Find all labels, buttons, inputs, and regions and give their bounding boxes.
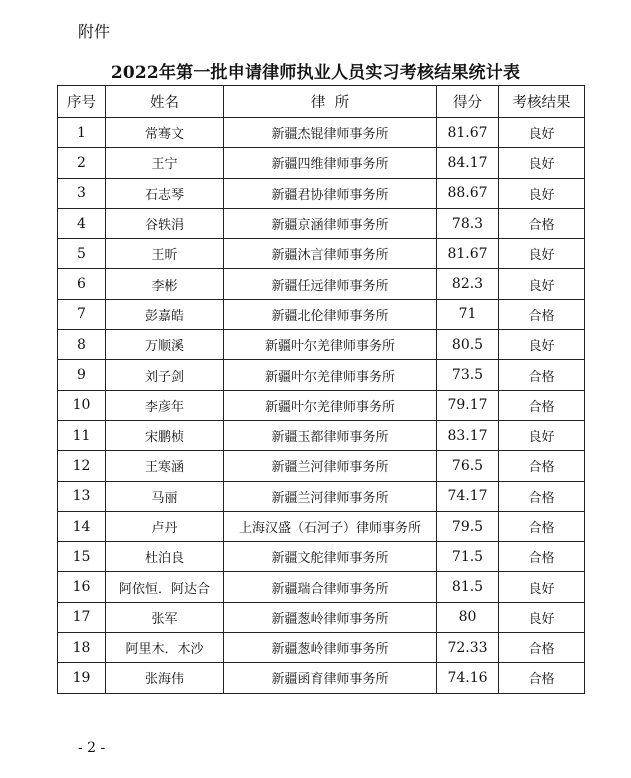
table-body — [58, 118, 585, 694]
cell-seq: 19 — [58, 663, 106, 693]
table-row — [58, 239, 585, 269]
cell-firm: 新疆京涵律师事务所 — [224, 208, 437, 238]
cell-result: 合格 — [499, 633, 585, 663]
header-score: 得分 — [437, 86, 499, 118]
cell-result: 合格 — [499, 360, 585, 390]
cell-score: 83.17 — [437, 420, 499, 450]
table-row — [58, 633, 585, 663]
cell-name: 王宁 — [106, 148, 224, 178]
table-row — [58, 542, 585, 572]
cell-firm: 新疆玉都律师事务所 — [224, 420, 437, 450]
table-row — [58, 148, 585, 178]
cell-firm: 上海汉盛（石河子）律师事务所 — [224, 511, 437, 541]
cell-firm: 新疆函育律师事务所 — [224, 663, 437, 693]
cell-firm: 新疆兰河律师事务所 — [224, 451, 437, 481]
cell-seq: 10 — [58, 390, 106, 420]
cell-score: 84.17 — [437, 148, 499, 178]
header-seq: 序号 — [58, 86, 106, 118]
cell-firm: 新疆兰河律师事务所 — [224, 481, 437, 511]
table-row — [58, 572, 585, 602]
cell-result: 良好 — [499, 420, 585, 450]
table-row — [58, 663, 585, 693]
cell-seq: 3 — [58, 178, 106, 208]
cell-name: 谷轶涓 — [106, 208, 224, 238]
cell-firm: 新疆叶尔羌律师事务所 — [224, 360, 437, 390]
cell-firm: 新疆任远律师事务所 — [224, 269, 437, 299]
cell-result: 良好 — [499, 269, 585, 299]
cell-seq: 7 — [58, 299, 106, 329]
cell-seq: 13 — [58, 481, 106, 511]
cell-result: 合格 — [499, 542, 585, 572]
cell-score: 74.16 — [437, 663, 499, 693]
cell-name: 张海伟 — [106, 663, 224, 693]
cell-seq: 15 — [58, 542, 106, 572]
cell-name: 刘子剑 — [106, 360, 224, 390]
cell-result: 良好 — [499, 178, 585, 208]
attachment-label: 附件 — [78, 22, 111, 41]
header-result: 考核结果 — [499, 86, 585, 118]
table-row — [58, 269, 585, 299]
cell-name: 王寒涵 — [106, 451, 224, 481]
cell-name: 李彬 — [106, 269, 224, 299]
cell-name: 卢丹 — [106, 511, 224, 541]
cell-name: 杜泊良 — [106, 542, 224, 572]
cell-name: 李彦年 — [106, 390, 224, 420]
cell-firm: 新疆君协律师事务所 — [224, 178, 437, 208]
cell-seq: 18 — [58, 633, 106, 663]
cell-score: 73.5 — [437, 360, 499, 390]
cell-name: 石志琴 — [106, 178, 224, 208]
cell-score: 82.3 — [437, 269, 499, 299]
results-table — [57, 85, 585, 694]
cell-name: 彭嘉皓 — [106, 299, 224, 329]
cell-name: 万顺溪 — [106, 330, 224, 360]
cell-firm: 新疆叶尔羌律师事务所 — [224, 390, 437, 420]
table-header-row — [58, 86, 585, 118]
cell-firm: 新疆葱岭律师事务所 — [224, 602, 437, 632]
cell-result: 良好 — [499, 148, 585, 178]
cell-seq: 8 — [58, 330, 106, 360]
table-row — [58, 360, 585, 390]
cell-name: 马丽 — [106, 481, 224, 511]
cell-seq: 17 — [58, 602, 106, 632]
cell-firm: 新疆叶尔羌律师事务所 — [224, 330, 437, 360]
cell-score: 74.17 — [437, 481, 499, 511]
cell-firm: 新疆文舵律师事务所 — [224, 542, 437, 572]
cell-seq: 12 — [58, 451, 106, 481]
cell-seq: 14 — [58, 511, 106, 541]
cell-result: 良好 — [499, 239, 585, 269]
cell-score: 80.5 — [437, 330, 499, 360]
cell-seq: 11 — [58, 420, 106, 450]
cell-score: 78.3 — [437, 208, 499, 238]
cell-score: 81.67 — [437, 239, 499, 269]
cell-seq: 16 — [58, 572, 106, 602]
cell-seq: 5 — [58, 239, 106, 269]
cell-score: 79.17 — [437, 390, 499, 420]
table-row — [58, 420, 585, 450]
cell-name: 张军 — [106, 602, 224, 632]
cell-seq: 9 — [58, 360, 106, 390]
cell-seq: 2 — [58, 148, 106, 178]
cell-result: 合格 — [499, 451, 585, 481]
table-row — [58, 481, 585, 511]
table-row — [58, 208, 585, 238]
cell-name: 阿依恒．阿达合 — [106, 572, 224, 602]
cell-name: 阿里木．木沙 — [106, 633, 224, 663]
cell-score: 76.5 — [437, 451, 499, 481]
cell-seq: 6 — [58, 269, 106, 299]
cell-firm: 新疆北伦律师事务所 — [224, 299, 437, 329]
header-firm: 律 所 — [224, 86, 437, 118]
document-title: 2022年第一批申请律师执业人员实习考核结果统计表 — [110, 63, 521, 83]
cell-score: 81.5 — [437, 572, 499, 602]
cell-score: 72.33 — [437, 633, 499, 663]
cell-seq: 4 — [58, 208, 106, 238]
cell-result: 合格 — [499, 390, 585, 420]
cell-result: 合格 — [499, 663, 585, 693]
cell-firm: 新疆杰锟律师事务所 — [224, 118, 437, 148]
cell-score: 81.67 — [437, 118, 499, 148]
cell-firm: 新疆瑞合律师事务所 — [224, 572, 437, 602]
cell-score: 71 — [437, 299, 499, 329]
table-row — [58, 178, 585, 208]
cell-score: 88.67 — [437, 178, 499, 208]
cell-result: 合格 — [499, 481, 585, 511]
cell-score: 80 — [437, 602, 499, 632]
cell-score: 71.5 — [437, 542, 499, 572]
table-row — [58, 511, 585, 541]
table-row — [58, 451, 585, 481]
cell-firm: 新疆葱岭律师事务所 — [224, 633, 437, 663]
table-row — [58, 602, 585, 632]
cell-name: 常骞文 — [106, 118, 224, 148]
page-number: - 2 - — [78, 740, 106, 756]
cell-seq: 1 — [58, 118, 106, 148]
cell-name: 王昕 — [106, 239, 224, 269]
cell-result: 合格 — [499, 299, 585, 329]
table-row — [58, 390, 585, 420]
cell-name: 宋鹏桢 — [106, 420, 224, 450]
cell-score: 79.5 — [437, 511, 499, 541]
cell-result: 良好 — [499, 330, 585, 360]
cell-result: 合格 — [499, 208, 585, 238]
cell-result: 良好 — [499, 602, 585, 632]
table-row — [58, 299, 585, 329]
table-row — [58, 118, 585, 148]
cell-firm: 新疆四维律师事务所 — [224, 148, 437, 178]
cell-result: 良好 — [499, 572, 585, 602]
header-name: 姓名 — [106, 86, 224, 118]
cell-result: 良好 — [499, 118, 585, 148]
table-row — [58, 330, 585, 360]
cell-result: 合格 — [499, 511, 585, 541]
cell-firm: 新疆沐言律师事务所 — [224, 239, 437, 269]
